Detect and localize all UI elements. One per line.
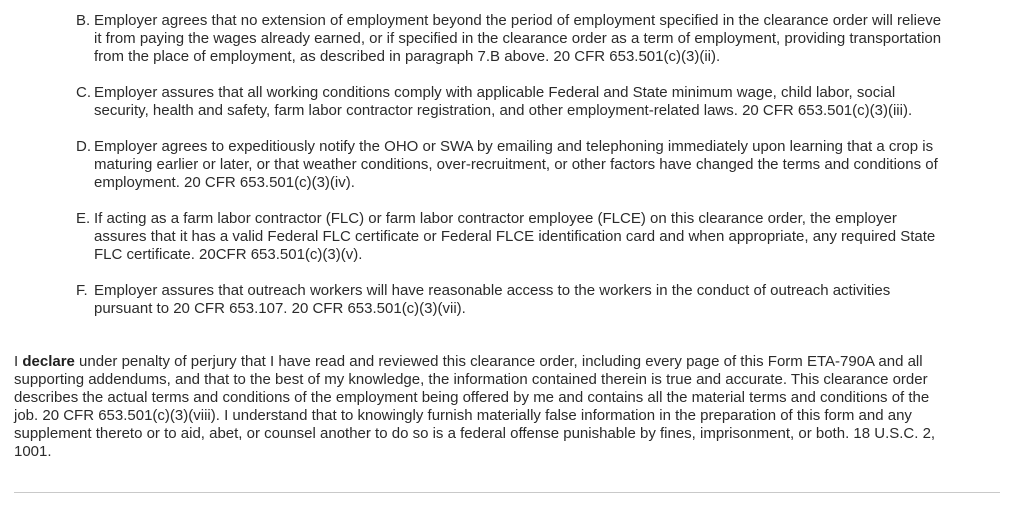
list-item	[76, 84, 1006, 120]
item-text: Employer assures that all working conditions comply with applicable Federal and State minimum wage, child labor, social security, health and safety, farm labor contractor registration, and other employment-related laws. 20 CFR 653.501(c)(3)(iii).	[94, 84, 913, 119]
item-letter: E.	[76, 210, 91, 227]
declaration-bold: declare	[22, 353, 75, 370]
list-item	[76, 138, 1006, 192]
item-letter: D.	[76, 138, 91, 155]
declaration-paragraph	[14, 353, 1010, 461]
item-letter: B.	[76, 12, 91, 29]
assurances-list	[76, 12, 1006, 336]
item-letter: F.	[76, 282, 88, 299]
declaration-text: under penalty of perjury that I have read and reviewed this clearance order, including every page of this Form ETA-790A and all supporting addendums, and that to the best of my knowledge, the information contained therein is true and accurate. This clearance order describes the actual terms and conditions of the employment being offered by me and contains all the material terms and conditions of the job. 20 CFR 653.501(c)(3)(viii). I understand that to knowingly furnish materially false information in the preparation of this form and any supplement thereto or to aid, abet, or counsel another to do so is a federal offense punishable by fines, imprisonment, or both. 18 U.S.C. 2, 1001.	[14, 353, 936, 460]
divider	[14, 492, 1000, 493]
list-item	[76, 210, 1006, 264]
list-item	[76, 282, 1006, 318]
item-text: Employer assures that outreach workers will have reasonable access to the workers in the conduct of outreach activities pursuant to 20 CFR 653.107. 20 CFR 653.501(c)(3)(vii).	[94, 282, 891, 317]
declaration-lead: I	[14, 353, 23, 370]
list-item	[76, 12, 1006, 66]
item-text: Employer agrees that no extension of employment beyond the period of employment specified in the clearance order will relieve it from paying the wages already earned, or if specified in the clearance order as a term of employment, providing transportation from the place of employment, as described in paragraph 7.B above. 20 CFR 653.501(c)(3)(ii).	[94, 12, 942, 65]
item-letter: C.	[76, 84, 91, 101]
item-text: Employer agrees to expeditiously notify the OHO or SWA by emailing and telephoning immediately upon learning that a crop is maturing earlier or later, or that weather conditions, over-recruitment, or other factors have changed the terms and conditions of employment. 20 CFR 653.501(c)(3)(iv).	[94, 138, 938, 191]
item-text: If acting as a farm labor contractor (FLC) or farm labor contractor employee (FLCE) on this clearance order, the employer assures that it has a valid Federal FLC certificate or Federal FLCE identification card and when appropriate, any required State FLC certificate. 20CFR 653.501(c)(3)(v).	[94, 210, 936, 263]
